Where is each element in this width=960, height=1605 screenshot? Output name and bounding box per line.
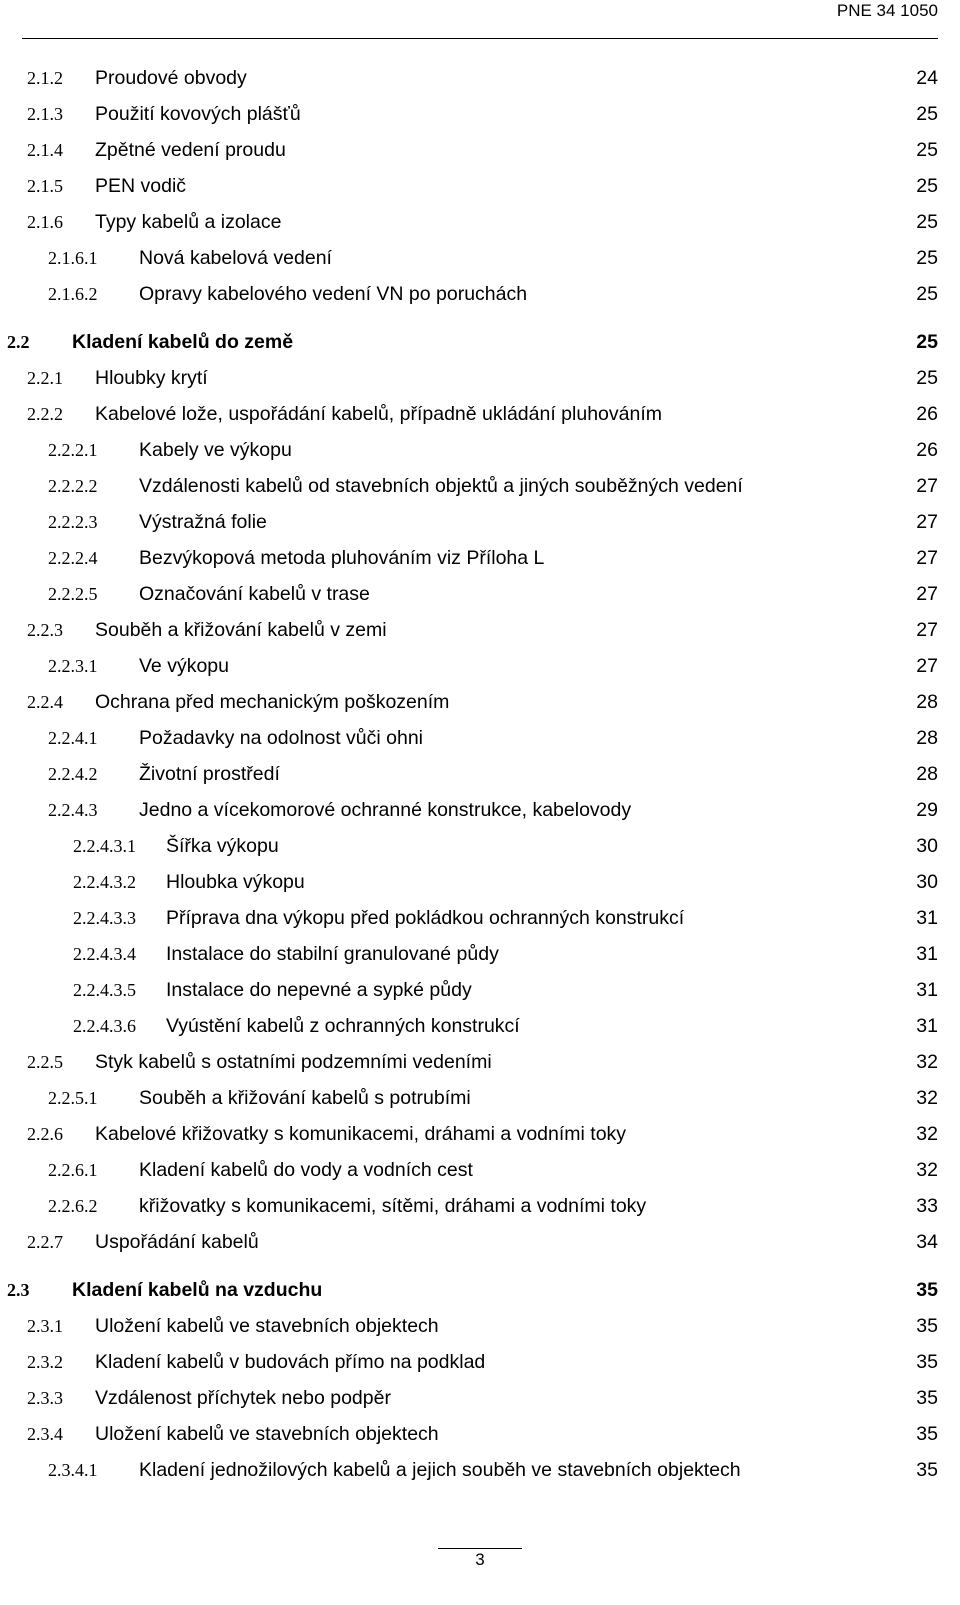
- toc-entry[interactable]: [0, 903, 960, 933]
- toc-entry[interactable]: [0, 435, 960, 465]
- toc-entry-number: 2.1.6.1: [48, 248, 98, 268]
- toc-entry-title: Styk kabelů s ostatními podzemními vedeními: [95, 1051, 492, 1073]
- toc-entry-title: Souběh a křižování kabelů s potrubími: [139, 1087, 471, 1109]
- toc-entry-page: 27: [916, 475, 938, 497]
- toc-entry-title: Ve výkopu: [139, 655, 229, 677]
- toc-entry-title: Proudové obvody: [95, 67, 247, 89]
- toc-entry-title: Hloubky krytí: [95, 367, 208, 389]
- toc-entry-page: 25: [916, 211, 938, 233]
- toc-entry[interactable]: [0, 651, 960, 681]
- toc-entry-number: 2.1.3: [27, 104, 63, 124]
- toc-entry-page: 31: [916, 979, 938, 1001]
- toc-entry[interactable]: [0, 1119, 960, 1149]
- toc-entry-number: 2.2.2.2: [48, 476, 98, 496]
- toc-entry[interactable]: [0, 1383, 960, 1413]
- toc-entry-number: 2.2.2.1: [48, 440, 98, 460]
- toc-entry-title: Kladení kabelů na vzduchu: [72, 1279, 323, 1301]
- toc-entry-title: Typy kabelů a izolace: [95, 211, 282, 233]
- toc-entry-number: 2.3.1: [27, 1316, 63, 1336]
- toc-entry-title: Hloubka výkopu: [166, 871, 305, 893]
- toc-entry-title: Souběh a křižování kabelů v zemi: [95, 619, 387, 641]
- toc-entry-page: 25: [916, 175, 938, 197]
- toc-entry-number: 2.2.7: [27, 1232, 63, 1252]
- toc-entry[interactable]: [0, 507, 960, 537]
- header-rule: [22, 38, 938, 39]
- toc-entry-number: 2.2.4.3: [48, 800, 98, 820]
- toc-entry-number: 2.1.6.2: [48, 284, 98, 304]
- toc-entry-page: 28: [916, 763, 938, 785]
- toc-entry-page: 32: [916, 1123, 938, 1145]
- toc-entry-page: 33: [916, 1195, 938, 1217]
- toc-entry[interactable]: [0, 99, 960, 129]
- toc-entry-page: 24: [916, 67, 938, 89]
- toc-entry-number: 2.2.2.3: [48, 512, 98, 532]
- toc-entry-number: 2.2.2: [27, 404, 63, 424]
- toc-entry-page: 35: [916, 1279, 938, 1301]
- toc-entry-number: 2.1.4: [27, 140, 63, 160]
- toc-entry-page: 25: [916, 367, 938, 389]
- toc-entry-title: Jedno a vícekomorové ochranné konstrukce, kabelovody: [139, 799, 632, 821]
- toc-entry-title: křižovatky s komunikacemi, sítěmi, dráhami a vodními toky: [139, 1195, 647, 1217]
- toc-entry[interactable]: [0, 171, 960, 201]
- toc-entry-number: 2.2.2.5: [48, 584, 98, 604]
- toc-entry-title: Označování kabelů v trase: [139, 583, 370, 605]
- toc-entry-page: 27: [916, 619, 938, 641]
- toc-entry-page: 25: [916, 139, 938, 161]
- toc-entry-page: 28: [916, 727, 938, 749]
- toc-entry-title: Kladení kabelů do země: [72, 331, 294, 353]
- toc-entry-title: Kladení jednožilových kabelů a jejich souběh ve stavebních objektech: [139, 1459, 741, 1481]
- toc-entry-page: 25: [916, 283, 938, 305]
- toc-entry[interactable]: [0, 1455, 960, 1485]
- toc-entry-number: 2.2.4.3.6: [73, 1016, 136, 1036]
- toc-entry[interactable]: [0, 1191, 960, 1221]
- toc-entry-title: Vyústění kabelů z ochranných konstrukcí: [166, 1015, 520, 1037]
- toc-entry-number: 2.2.6: [27, 1124, 63, 1144]
- toc-entry-page: 27: [916, 583, 938, 605]
- toc-entry-title: Vzdálenosti kabelů od stavebních objektů a jiných souběžných vedení: [139, 475, 743, 497]
- toc-entry-number: 2.2.2.4: [48, 548, 98, 568]
- toc-entry-number: 2.2.4.2: [48, 764, 98, 784]
- toc-entry[interactable]: [0, 1227, 960, 1257]
- toc-entry-page: 31: [916, 943, 938, 965]
- toc-entry-title: Výstražná folie: [139, 511, 267, 533]
- toc-entry-page: 32: [916, 1087, 938, 1109]
- toc-entry-page: 30: [916, 871, 938, 893]
- toc-entry[interactable]: [0, 1347, 960, 1377]
- toc-entry-title: Uložení kabelů ve stavebních objektech: [95, 1315, 439, 1337]
- toc-entry-title: Šířka výkopu: [166, 835, 279, 857]
- toc-entry[interactable]: [0, 279, 960, 309]
- toc-entry-page: 31: [916, 1015, 938, 1037]
- toc-entry[interactable]: [0, 723, 960, 753]
- toc-entry-page: 35: [916, 1387, 938, 1409]
- toc-entry-number: 2.3: [7, 1280, 30, 1300]
- toc-entry[interactable]: [0, 543, 960, 573]
- toc-entry-number: 2.2.4.1: [48, 728, 98, 748]
- toc-entry[interactable]: [0, 399, 960, 429]
- toc-entry-page: 29: [916, 799, 938, 821]
- toc-entry-title: Instalace do stabilní granulované půdy: [166, 943, 499, 965]
- toc-entry-number: 2.2.4.3.2: [73, 872, 136, 892]
- toc-entry-title: PEN vodič: [95, 175, 187, 197]
- toc-entry[interactable]: [0, 867, 960, 897]
- toc-entry[interactable]: [0, 615, 960, 645]
- toc-entry-number: 2.2.4.3.3: [73, 908, 136, 928]
- toc-entry[interactable]: [0, 1311, 960, 1341]
- toc-entry[interactable]: [0, 63, 960, 93]
- toc-entry-page: 26: [916, 439, 938, 461]
- toc-entry[interactable]: [0, 207, 960, 237]
- toc-entry-title: Požadavky na odolnost vůči ohni: [139, 727, 424, 749]
- toc-entry[interactable]: [0, 687, 960, 717]
- toc-entry-title: Kabelové lože, uspořádání kabelů, případně ukládání pluhováním: [95, 403, 662, 425]
- toc-entry[interactable]: [0, 363, 960, 393]
- toc-entry-number: 2.1.6: [27, 212, 63, 232]
- toc-entry-number: 2.3.4: [27, 1424, 63, 1444]
- toc-entry-page: 32: [916, 1051, 938, 1073]
- toc-entry-number: 2.2.1: [27, 368, 63, 388]
- toc-entry-title: Uspořádání kabelů: [95, 1231, 259, 1253]
- toc-entry[interactable]: [0, 939, 960, 969]
- toc-entry[interactable]: [0, 1419, 960, 1449]
- toc-entry[interactable]: [0, 135, 960, 165]
- toc-entry-page: 26: [916, 403, 938, 425]
- toc-entry-number: 2.2.4.3.5: [73, 980, 136, 1000]
- toc-entry[interactable]: [0, 795, 960, 825]
- toc-entry[interactable]: [0, 975, 960, 1005]
- toc-entry-title: Ochrana před mechanickým poškozením: [95, 691, 450, 713]
- toc-entry-title: Instalace do nepevné a sypké půdy: [166, 979, 472, 1001]
- page-number: 3: [475, 1550, 485, 1569]
- toc-entry-page: 31: [916, 907, 938, 929]
- toc-entry[interactable]: [0, 1011, 960, 1041]
- toc-entry[interactable]: [0, 471, 960, 501]
- toc-entry[interactable]: [0, 1083, 960, 1113]
- toc-entry-page: 35: [916, 1459, 938, 1481]
- toc-entry-page: 32: [916, 1159, 938, 1181]
- toc-entry-page: 35: [916, 1423, 938, 1445]
- toc-entry-title: Kabely ve výkopu: [139, 439, 292, 461]
- toc-entry[interactable]: [0, 579, 960, 609]
- toc-entry[interactable]: [0, 759, 960, 789]
- toc-entry-number: 2.2.4: [27, 692, 63, 712]
- toc-entry-number: 2.2.5.1: [48, 1088, 98, 1108]
- toc-entry-number: 2.3.3: [27, 1388, 63, 1408]
- toc-entry-title: Kabelové křižovatky s komunikacemi, dráhami a vodními toky: [95, 1123, 627, 1145]
- toc-entry-page: 25: [916, 331, 938, 353]
- toc-entry-number: 2.2: [7, 332, 30, 352]
- toc-entry-title: Bezvýkopová metoda pluhováním viz Příloha L: [139, 547, 545, 569]
- toc-entry-number: 2.2.4.3.1: [73, 836, 136, 856]
- toc-entry-number: 2.2.4.3.4: [73, 944, 136, 964]
- toc-entry-title: Uložení kabelů ve stavebních objektech: [95, 1423, 439, 1445]
- toc-entry-title: Příprava dna výkopu před pokládkou ochranných konstrukcí: [166, 907, 685, 929]
- toc-entry-page: 27: [916, 655, 938, 677]
- document-code: PNE 34 1050: [836, 1, 938, 20]
- toc-entry[interactable]: [0, 1047, 960, 1077]
- toc-entry-title: Kladení kabelů v budovách přímo na podklad: [95, 1351, 486, 1373]
- toc-entry-page: 35: [916, 1351, 938, 1373]
- toc-entry-page: 27: [916, 547, 938, 569]
- toc-entry-number: 2.3.2: [27, 1352, 63, 1372]
- toc-entry-title: Nová kabelová vedení: [139, 247, 332, 269]
- toc-entry-title: Životní prostředí: [139, 763, 280, 785]
- toc-entry-number: 2.1.5: [27, 176, 63, 196]
- toc-entry-number: 2.2.6.2: [48, 1196, 98, 1216]
- toc-entry-title: Kladení kabelů do vody a vodních cest: [139, 1159, 473, 1181]
- toc-entry-page: 25: [916, 103, 938, 125]
- toc-entry[interactable]: [0, 1275, 960, 1305]
- toc-entry-number: 2.3.4.1: [48, 1460, 98, 1480]
- toc-entry-page: 25: [916, 247, 938, 269]
- toc-entry-number: 2.2.5: [27, 1052, 63, 1072]
- toc-entry[interactable]: [0, 243, 960, 273]
- toc-entry-title: Použití kovových plášťů: [95, 103, 301, 125]
- toc-entry[interactable]: [0, 1155, 960, 1185]
- toc-entry-title: Opravy kabelového vedení VN po poruchách: [139, 283, 528, 305]
- toc-entry-page: 34: [916, 1231, 938, 1253]
- toc-entry[interactable]: [0, 327, 960, 357]
- toc-entry-page: 35: [916, 1315, 938, 1337]
- toc-entry-page: 27: [916, 511, 938, 533]
- toc-entry-number: 2.1.2: [27, 68, 63, 88]
- toc-entry-number: 2.2.3: [27, 620, 63, 640]
- toc-entry-number: 2.2.3.1: [48, 656, 98, 676]
- toc-entry-title: Zpětné vedení proudu: [95, 139, 286, 161]
- toc-entry-page: 30: [916, 835, 938, 857]
- toc-entry-title: Vzdálenost příchytek nebo podpěr: [95, 1387, 391, 1409]
- toc-entry[interactable]: [0, 831, 960, 861]
- toc-entry-page: 28: [916, 691, 938, 713]
- toc-entry-number: 2.2.6.1: [48, 1160, 98, 1180]
